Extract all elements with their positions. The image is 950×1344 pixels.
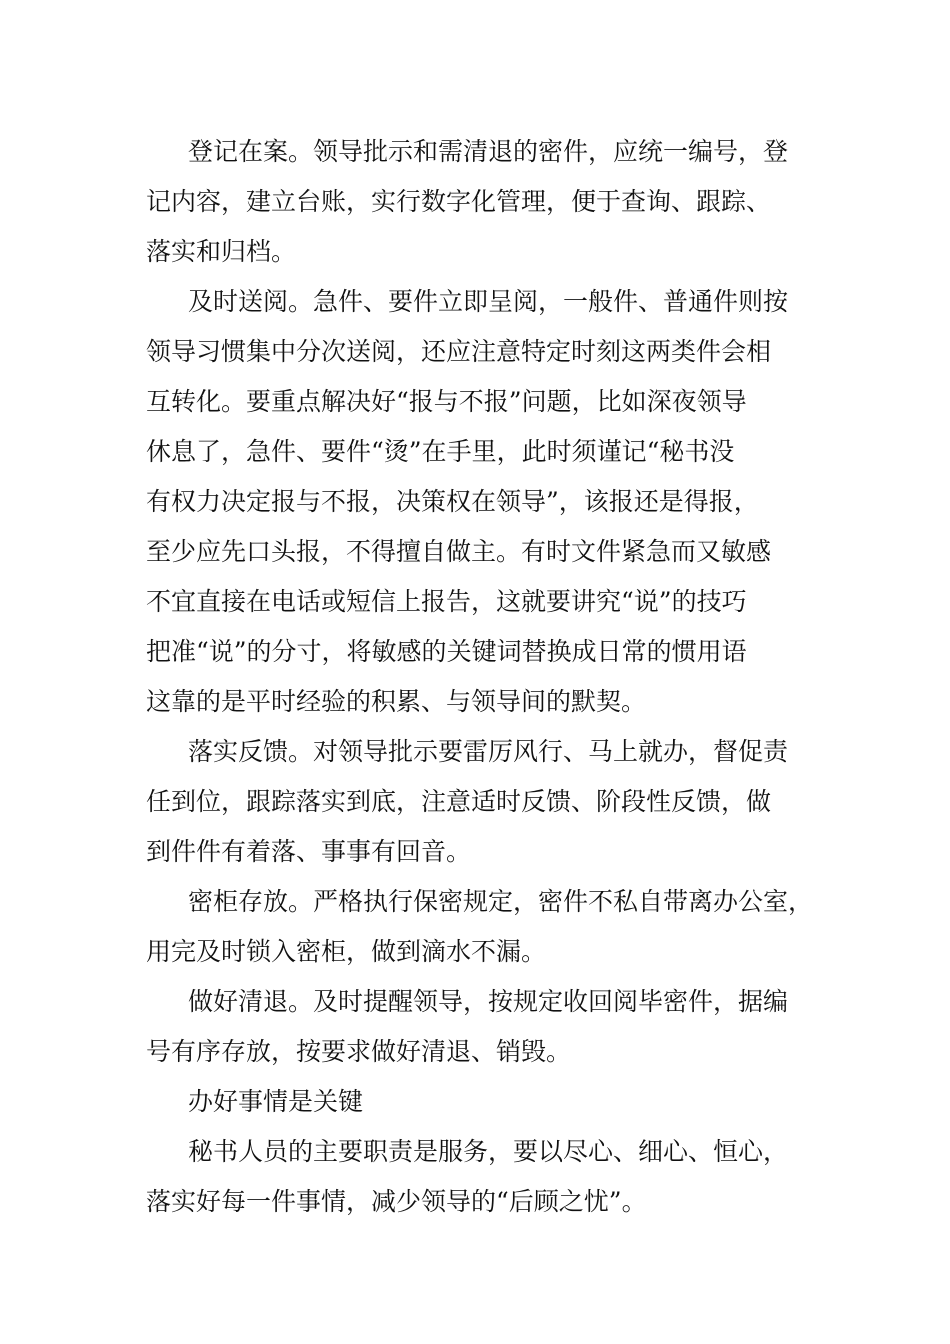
text-line: 记内容，建立台账，实行数字化管理，便于查询、跟踪、: [146, 187, 772, 216]
text-line: 不宜直接在电话或短信上报告，这就要讲究“说”的技巧: [146, 587, 747, 616]
paragraph-return-destroy: [146, 977, 826, 1077]
text-line: 休息了，急件、要件“烫”在手里，此时须谨记“秘书没: [146, 437, 735, 466]
document-body: [146, 127, 826, 1227]
text-line: 用完及时锁入密柜，做到滴水不漏。: [146, 937, 547, 966]
paragraph-registration: [146, 127, 826, 277]
text-line: 任到位，跟踪落实到底，注意适时反馈、阶段性反馈，做: [146, 787, 772, 816]
text-line: 落实和归档。: [146, 237, 297, 266]
text-line: 密柜存放。严格执行保密规定，密件不私自带离办公室，: [188, 887, 814, 916]
text-line: 号有序存放，按要求做好清退、销毁。: [146, 1037, 572, 1066]
text-line: 落实好每一件事情，减少领导的“后顾之忧”。: [146, 1187, 647, 1216]
text-line: 有权力决定报与不报，决策权在领导”，该报还是得报，: [146, 487, 759, 516]
text-line: 及时送阅。急件、要件立即呈阅，一般件、普通件则按: [188, 287, 789, 316]
text-line: 落实反馈。对领导批示要雷厉风行、马上就办，督促责: [188, 737, 789, 766]
text-line: 登记在案。领导批示和需清退的密件，应统一编号，登: [188, 137, 789, 166]
paragraph-secure-storage: [146, 877, 826, 977]
text-line: 把准“说”的分寸，将敏感的关键词替换成日常的惯用语: [146, 637, 747, 666]
section-heading: 办好事情是关键: [188, 1087, 364, 1116]
text-line: 互转化。要重点解决好“报与不报”问题，比如深夜领导: [146, 387, 747, 416]
text-line: 做好清退。及时提醒领导，按规定收回阅毕密件，据编: [188, 987, 789, 1016]
paragraph-timely-delivery: [146, 277, 826, 727]
text-line: 至少应先口头报，不得擅自做主。有时文件紧急而又敏感: [146, 537, 772, 566]
paragraph-feedback: [146, 727, 826, 877]
text-line: 秘书人员的主要职责是服务，要以尽心、细心、恒心，: [188, 1137, 789, 1166]
text-line: 这靠的是平时经验的积累、与领导间的默契。: [146, 687, 647, 716]
text-line: 到件件有着落、事事有回音。: [146, 837, 472, 866]
text-line: 领导习惯集中分次送阅，还应注意特定时刻这两类件会相: [146, 337, 772, 366]
paragraph-closing: [146, 1127, 826, 1227]
